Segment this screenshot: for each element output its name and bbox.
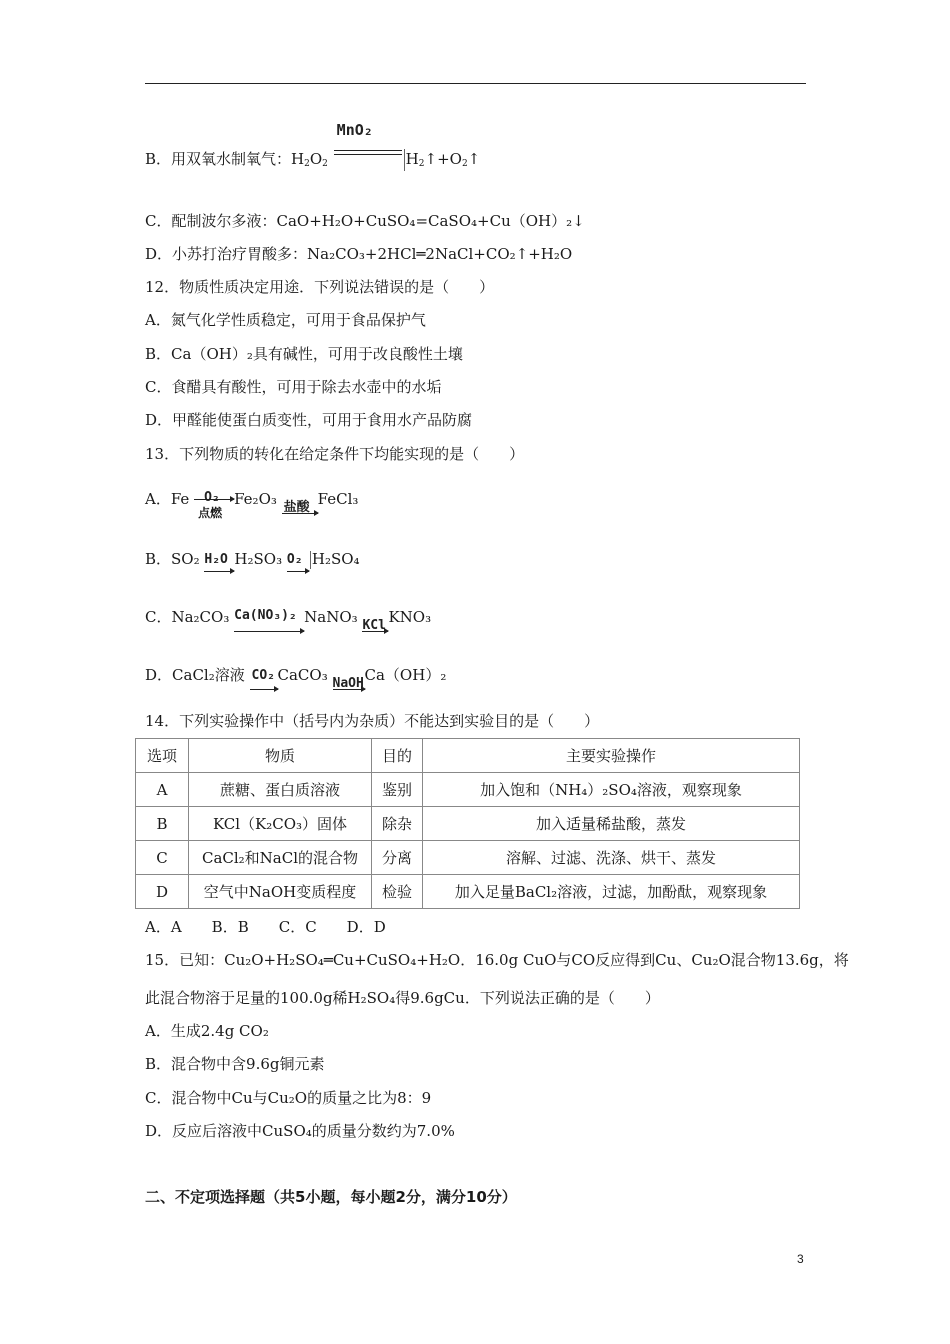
q13-d-arrow-2: NaOH [332, 676, 364, 691]
table-row [136, 875, 800, 909]
q12-stem: 12．物质性质决定用途．下列说法错误的是（ ） [145, 278, 495, 296]
table-row [136, 807, 800, 841]
table-cell: 空气中NaOH变质程度 [189, 875, 372, 909]
q13-a-arrow-2: 盐酸 [282, 503, 318, 504]
table-header: 目的 [372, 739, 423, 773]
q13-b-arrow-1: H₂O [204, 563, 234, 564]
q13-c-arrow-2: KCl [362, 621, 388, 622]
q11-option-d: D．小苏打治疗胃酸多：Na₂CO₃+2HCl═2NaCl+CO₂↑+H₂O [145, 245, 573, 263]
text-cursor-2 [310, 551, 311, 569]
q12-option-b: B．Ca（OH）₂具有碱性，可用于改良酸性土壤 [145, 345, 463, 363]
q13-option-a: A．Fe O₂ 点燃 Fe₂O₃ 盐酸 FeCl₃ [145, 490, 359, 520]
table-cell: 加入足量BaCl₂溶液，过滤，加酚酞，观察现象 [423, 875, 800, 909]
q13-d-arrow-1: CO₂ [250, 679, 278, 680]
q12-option-c: C．食醋具有酸性，可用于除去水壶中的水垢 [145, 378, 442, 396]
table-cell: C [136, 841, 189, 875]
table-cell: 鉴别 [372, 773, 423, 807]
q13-c-arrow-1: Ca(NO₃)₂ [234, 621, 304, 622]
table-header: 主要实验操作 [423, 739, 800, 773]
page-number: 3 [797, 1252, 804, 1266]
table-cell: A [136, 773, 189, 807]
table-cell: 检验 [372, 875, 423, 909]
table-cell: B [136, 807, 189, 841]
table-header-row [136, 739, 800, 773]
q15-option-d: D．反应后溶液中CuSO₄的质量分数约为7.0% [145, 1122, 455, 1140]
q13-stem: 13．下列物质的转化在给定条件下均能实现的是（ ） [145, 445, 525, 463]
table-cell: 除杂 [372, 807, 423, 841]
table-cell: CaCl₂和NaCl的混合物 [189, 841, 372, 875]
header-rule [145, 83, 806, 84]
table-cell: KCl（K₂CO₃）固体 [189, 807, 372, 841]
q13-option-c: C．Na₂CO₃ Ca(NO₃)₂ NaNO₃ KCl KNO₃ [145, 608, 432, 633]
q15-stem-line-1: 15．已知：Cu₂O+H₂SO₄═Cu+CuSO₄+H₂O．16.0g CuO与CO反应得到Cu、Cu₂O混合物13.6g，将 [145, 951, 849, 969]
table-cell: 蔗糖、蛋白质溶液 [189, 773, 372, 807]
q11-option-c: C．配制波尔多液：CaO+H₂O+CuSO₄=CaSO₄+Cu（OH）₂↓ [145, 212, 585, 230]
q14-table [135, 738, 800, 909]
table-header: 选项 [136, 739, 189, 773]
text-cursor [404, 149, 405, 171]
table-row [136, 773, 800, 807]
q13-b-arrow-2: O₂ [287, 563, 309, 564]
q15-option-a: A．生成2.4g CO₂ [145, 1022, 269, 1040]
table-cell: D [136, 875, 189, 909]
table-cell: 加入适量稀盐酸，蒸发 [423, 807, 800, 841]
q13-option-b: B．SO₂ H₂O H₂SO₃ O₂ H₂SO₄ [145, 548, 360, 569]
section-heading: 二、不定项选择题（共5小题，每小题2分，满分10分） [145, 1188, 517, 1206]
table-row [136, 841, 800, 875]
q13-a-arrow-1: O₂ 点燃 [194, 503, 234, 504]
table-cell: 加入饱和（NH₄）₂SO₄溶液，观察现象 [423, 773, 800, 807]
q13-option-d: D．CaCl₂溶液 CO₂ CaCO₃ NaOH Ca（OH）₂ [145, 666, 447, 691]
table-cell: 分离 [372, 841, 423, 875]
q14-stem: 14．下列实验操作中（括号内为杂质）不能达到实验目的是（ ） [145, 712, 600, 730]
q15-option-b: B．混合物中含9.6g铜元素 [145, 1055, 325, 1073]
q11-b-condition-arrow: MnO₂ [333, 142, 403, 160]
q15-stem-line-2: 此混合物溶于足量的100.0g稀H₂SO₄得9.6gCu．下列说法正确的是（ ） [145, 989, 660, 1007]
table-header: 物质 [189, 739, 372, 773]
q14-options: A．A B．B C．C D．D [145, 918, 386, 936]
q15-option-c: C．混合物中Cu与Cu₂O的质量之比为8：9 [145, 1089, 432, 1107]
q12-option-d: D．甲醛能使蛋白质变性，可用于食用水产品防腐 [145, 411, 473, 429]
q11-option-b: B．用双氧水制氧气：$H_2O_2$ MnO₂ $H_2↑+O_2↑$ [145, 121, 481, 169]
table-cell: 溶解、过滤、洗涤、烘干、蒸发 [423, 841, 800, 875]
q12-option-a: A．氮气化学性质稳定，可用于食品保护气 [145, 311, 426, 329]
